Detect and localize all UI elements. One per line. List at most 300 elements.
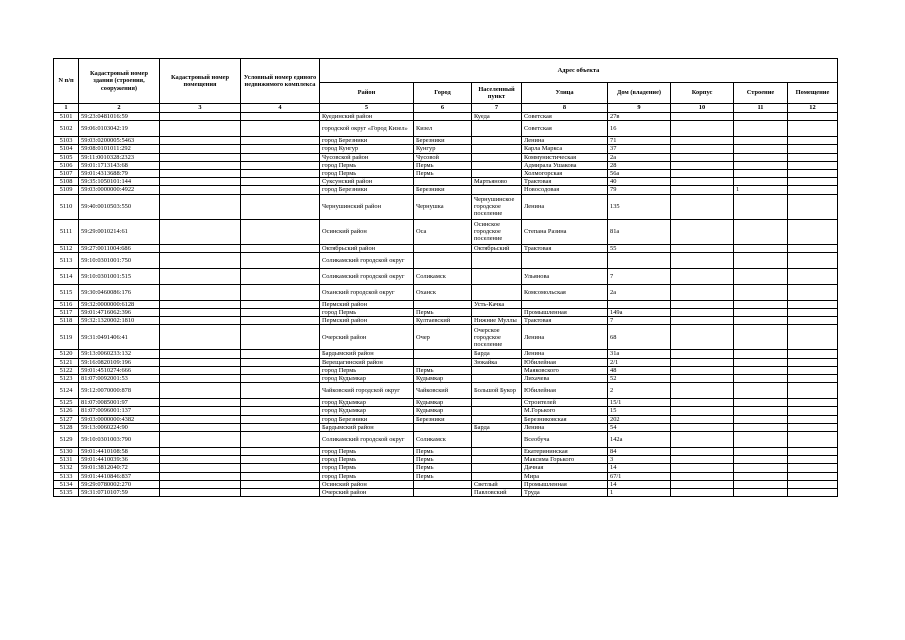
row-district: Осинский район xyxy=(320,480,414,488)
row-korpus xyxy=(671,317,734,325)
table-row xyxy=(54,178,838,186)
row-room-cadastral xyxy=(160,423,241,431)
row-room-cadastral xyxy=(160,456,241,464)
row-conditional xyxy=(241,472,320,480)
row-building xyxy=(734,194,788,219)
row-street: Ленина xyxy=(522,350,608,358)
table-row xyxy=(54,244,838,252)
row-building xyxy=(734,161,788,169)
row-num: 5120 xyxy=(54,350,79,358)
row-district: Куединский район xyxy=(320,113,414,121)
row-district: город Березники xyxy=(320,415,414,423)
row-building xyxy=(734,375,788,383)
colnum: 12 xyxy=(788,104,838,113)
row-city: Оханск xyxy=(414,284,472,300)
row-conditional xyxy=(241,121,320,137)
row-city: Кудымкар xyxy=(414,407,472,415)
row-korpus xyxy=(671,300,734,308)
row-settlement xyxy=(472,432,522,448)
row-street: Комсомольская xyxy=(522,284,608,300)
row-conditional xyxy=(241,170,320,178)
row-settlement xyxy=(472,448,522,456)
row-room xyxy=(788,317,838,325)
row-conditional xyxy=(241,407,320,415)
row-conditional xyxy=(241,415,320,423)
row-district: Бардымский район xyxy=(320,350,414,358)
row-conditional xyxy=(241,268,320,284)
row-building xyxy=(734,358,788,366)
header-address: Адрес объекта xyxy=(320,59,838,83)
row-cadastral: 81:07:0092001:53 xyxy=(79,375,160,383)
row-building xyxy=(734,325,788,350)
row-house: 135 xyxy=(608,194,671,219)
row-building xyxy=(734,448,788,456)
row-building xyxy=(734,366,788,374)
row-building xyxy=(734,480,788,488)
row-room xyxy=(788,383,838,399)
header-room-cadastral: Кадастровый номер помещения xyxy=(160,59,241,104)
table-row xyxy=(54,480,838,488)
row-conditional xyxy=(241,161,320,169)
row-city: Пермь xyxy=(414,464,472,472)
registry-table xyxy=(53,58,838,497)
row-cadastral: 59:23:0481016:59 xyxy=(79,113,160,121)
row-settlement xyxy=(472,415,522,423)
header-room: Помещение xyxy=(788,83,838,104)
colnum: 2 xyxy=(79,104,160,113)
row-num: 5130 xyxy=(54,448,79,456)
row-building xyxy=(734,153,788,161)
row-district: Пермский район xyxy=(320,300,414,308)
row-room-cadastral xyxy=(160,186,241,194)
row-korpus xyxy=(671,137,734,145)
row-room-cadastral xyxy=(160,489,241,497)
row-street: Дачная xyxy=(522,464,608,472)
row-num: 5132 xyxy=(54,464,79,472)
row-house: 16 xyxy=(608,121,671,137)
row-num: 5112 xyxy=(54,244,79,252)
row-cadastral: 59:16:0820109:196 xyxy=(79,358,160,366)
row-korpus xyxy=(671,383,734,399)
row-house: 149а xyxy=(608,309,671,317)
row-conditional xyxy=(241,309,320,317)
row-house: 40 xyxy=(608,178,671,186)
row-conditional xyxy=(241,153,320,161)
row-house: 3 xyxy=(608,456,671,464)
colnum: 6 xyxy=(414,104,472,113)
row-city: Пермь xyxy=(414,448,472,456)
row-street: Степана Разина xyxy=(522,219,608,244)
row-settlement xyxy=(472,137,522,145)
row-korpus xyxy=(671,121,734,137)
row-street: Юбилейная xyxy=(522,383,608,399)
row-district: Очерский район xyxy=(320,489,414,497)
row-settlement: Куеда xyxy=(472,113,522,121)
table-row xyxy=(54,186,838,194)
row-house: 27в xyxy=(608,113,671,121)
row-room xyxy=(788,170,838,178)
row-city xyxy=(414,113,472,121)
row-settlement: Павловский xyxy=(472,489,522,497)
row-conditional xyxy=(241,113,320,121)
row-room xyxy=(788,186,838,194)
row-building xyxy=(734,113,788,121)
row-korpus xyxy=(671,161,734,169)
row-korpus xyxy=(671,432,734,448)
row-conditional xyxy=(241,489,320,497)
header-num: N п/п xyxy=(54,59,79,104)
row-building xyxy=(734,137,788,145)
row-num: 5107 xyxy=(54,170,79,178)
row-city: Оса xyxy=(414,219,472,244)
row-settlement xyxy=(472,161,522,169)
row-korpus xyxy=(671,350,734,358)
row-street xyxy=(522,252,608,268)
row-city: Кунгур xyxy=(414,145,472,153)
row-num: 5101 xyxy=(54,113,79,121)
row-room xyxy=(788,194,838,219)
row-building xyxy=(734,415,788,423)
row-num: 5110 xyxy=(54,194,79,219)
row-city: Пермь xyxy=(414,456,472,464)
row-cadastral: 59:01:3812040:72 xyxy=(79,464,160,472)
row-cadastral: 59:08:0101011:292 xyxy=(79,145,160,153)
row-building xyxy=(734,489,788,497)
row-room-cadastral xyxy=(160,121,241,137)
row-num: 5129 xyxy=(54,432,79,448)
row-num: 5123 xyxy=(54,375,79,383)
row-cadastral: 59:01:4410039:36 xyxy=(79,456,160,464)
row-building xyxy=(734,464,788,472)
row-cadastral: 59:03:0000000:4922 xyxy=(79,186,160,194)
row-num: 5131 xyxy=(54,456,79,464)
row-conditional xyxy=(241,244,320,252)
row-num: 5126 xyxy=(54,407,79,415)
row-settlement xyxy=(472,284,522,300)
row-korpus xyxy=(671,415,734,423)
row-street: Ленина xyxy=(522,137,608,145)
row-korpus xyxy=(671,178,734,186)
row-room xyxy=(788,113,838,121)
row-num: 5119 xyxy=(54,325,79,350)
row-cadastral: 59:13:0060224:90 xyxy=(79,423,160,431)
row-room xyxy=(788,350,838,358)
row-conditional xyxy=(241,375,320,383)
row-settlement xyxy=(472,464,522,472)
row-room xyxy=(788,145,838,153)
table-row xyxy=(54,464,838,472)
row-conditional xyxy=(241,219,320,244)
row-settlement xyxy=(472,252,522,268)
row-korpus xyxy=(671,186,734,194)
row-building xyxy=(734,350,788,358)
table-row xyxy=(54,268,838,284)
table-row xyxy=(54,121,838,137)
table-row xyxy=(54,145,838,153)
row-conditional xyxy=(241,383,320,399)
table-row xyxy=(54,383,838,399)
row-street: Маяковского xyxy=(522,366,608,374)
row-district: Соликамский городской округ xyxy=(320,252,414,268)
row-room-cadastral xyxy=(160,350,241,358)
row-room xyxy=(788,219,838,244)
colnum: 5 xyxy=(320,104,414,113)
row-street xyxy=(522,300,608,308)
row-room-cadastral xyxy=(160,300,241,308)
row-street: Юбилейная xyxy=(522,358,608,366)
row-street: Мира xyxy=(522,472,608,480)
row-city: Пермь xyxy=(414,309,472,317)
row-room-cadastral xyxy=(160,268,241,284)
row-room xyxy=(788,472,838,480)
row-num: 5125 xyxy=(54,399,79,407)
row-room-cadastral xyxy=(160,137,241,145)
row-house: 54 xyxy=(608,423,671,431)
table-row xyxy=(54,432,838,448)
row-district: Пермский район xyxy=(320,317,414,325)
row-korpus xyxy=(671,325,734,350)
row-house: 68 xyxy=(608,325,671,350)
row-district: город Березники xyxy=(320,137,414,145)
row-cadastral: 59:10:0301003:790 xyxy=(79,432,160,448)
header-settlement: Населенный пункт xyxy=(472,83,522,104)
row-conditional xyxy=(241,366,320,374)
row-room-cadastral xyxy=(160,145,241,153)
header-cadastral: Кадастровый номер здания (строения, сооружения) xyxy=(79,59,160,104)
row-street: Трактовая xyxy=(522,317,608,325)
row-conditional xyxy=(241,480,320,488)
row-cadastral: 59:29:0780002:270 xyxy=(79,480,160,488)
row-room xyxy=(788,464,838,472)
row-room xyxy=(788,480,838,488)
row-room-cadastral xyxy=(160,415,241,423)
row-district: Чернушинский район xyxy=(320,194,414,219)
row-korpus xyxy=(671,464,734,472)
row-city xyxy=(414,423,472,431)
header-korpus: Корпус xyxy=(671,83,734,104)
row-street: Ленина xyxy=(522,325,608,350)
row-num: 5134 xyxy=(54,480,79,488)
row-room-cadastral xyxy=(160,153,241,161)
row-street: Труда xyxy=(522,489,608,497)
row-house: 71 xyxy=(608,137,671,145)
row-cadastral: 81:07:0096001:137 xyxy=(79,407,160,415)
row-room-cadastral xyxy=(160,219,241,244)
row-num: 5135 xyxy=(54,489,79,497)
row-building xyxy=(734,432,788,448)
row-korpus xyxy=(671,153,734,161)
row-room xyxy=(788,268,838,284)
table-row xyxy=(54,252,838,268)
row-district: город Пермь xyxy=(320,464,414,472)
row-house xyxy=(608,300,671,308)
table-row xyxy=(54,325,838,350)
row-room-cadastral xyxy=(160,366,241,374)
row-city xyxy=(414,350,472,358)
table-row xyxy=(54,375,838,383)
row-house: 7 xyxy=(608,268,671,284)
row-district: Октябрьский район xyxy=(320,244,414,252)
row-num: 5104 xyxy=(54,145,79,153)
row-street: Коммунистическая xyxy=(522,153,608,161)
row-room xyxy=(788,366,838,374)
row-room xyxy=(788,244,838,252)
row-city xyxy=(414,178,472,186)
row-house: 37 xyxy=(608,145,671,153)
row-num: 5108 xyxy=(54,178,79,186)
row-room-cadastral xyxy=(160,325,241,350)
table-row xyxy=(54,300,838,308)
row-room-cadastral xyxy=(160,407,241,415)
row-house: 1 xyxy=(608,489,671,497)
row-cadastral: 81:07:0085001:97 xyxy=(79,399,160,407)
row-street: Ленина xyxy=(522,194,608,219)
row-district: город Пермь xyxy=(320,170,414,178)
row-korpus xyxy=(671,448,734,456)
row-house xyxy=(608,252,671,268)
table-row xyxy=(54,407,838,415)
row-num: 5124 xyxy=(54,383,79,399)
row-house: 31а xyxy=(608,350,671,358)
row-district: Соликамский городской округ xyxy=(320,268,414,284)
row-room xyxy=(788,325,838,350)
row-num: 5113 xyxy=(54,252,79,268)
row-street: Строителей xyxy=(522,399,608,407)
row-street: Ульянова xyxy=(522,268,608,284)
row-room-cadastral xyxy=(160,432,241,448)
row-district: Чайковский городской округ xyxy=(320,383,414,399)
row-city: Соликамск xyxy=(414,268,472,284)
colnum: 9 xyxy=(608,104,671,113)
row-num: 5117 xyxy=(54,309,79,317)
row-district: город Пермь xyxy=(320,161,414,169)
row-street: Трактовая xyxy=(522,178,608,186)
row-settlement: Октябрьский xyxy=(472,244,522,252)
row-settlement: Нижние Муллы xyxy=(472,317,522,325)
row-cadastral: 59:01:4313688:79 xyxy=(79,170,160,178)
row-conditional xyxy=(241,464,320,472)
row-settlement: Барда xyxy=(472,350,522,358)
row-num: 5127 xyxy=(54,415,79,423)
row-room-cadastral xyxy=(160,170,241,178)
row-room xyxy=(788,415,838,423)
row-room xyxy=(788,489,838,497)
row-building xyxy=(734,456,788,464)
row-settlement: Чернушинское городское поселение xyxy=(472,194,522,219)
row-house: 55 xyxy=(608,244,671,252)
row-room xyxy=(788,121,838,137)
row-conditional xyxy=(241,350,320,358)
row-room-cadastral xyxy=(160,194,241,219)
row-settlement: Светлый xyxy=(472,480,522,488)
row-num: 5118 xyxy=(54,317,79,325)
row-room-cadastral xyxy=(160,252,241,268)
row-num: 5133 xyxy=(54,472,79,480)
row-conditional xyxy=(241,448,320,456)
row-room xyxy=(788,456,838,464)
row-conditional xyxy=(241,423,320,431)
row-building xyxy=(734,268,788,284)
row-city: Кудымкар xyxy=(414,375,472,383)
table-row xyxy=(54,170,838,178)
row-building xyxy=(734,317,788,325)
row-street: Адмирала Ушакова xyxy=(522,161,608,169)
row-house: 142а xyxy=(608,432,671,448)
table-row xyxy=(54,415,838,423)
row-district: Очерский район xyxy=(320,325,414,350)
row-korpus xyxy=(671,423,734,431)
row-house: 84 xyxy=(608,448,671,456)
row-city: Чернушка xyxy=(414,194,472,219)
row-cadastral: 59:32:1320002:1810 xyxy=(79,317,160,325)
row-house: 67/1 xyxy=(608,472,671,480)
header-house: Дом (владение) xyxy=(608,83,671,104)
row-street: Холмогорская xyxy=(522,170,608,178)
row-korpus xyxy=(671,399,734,407)
row-district: город Кудымкар xyxy=(320,375,414,383)
row-korpus xyxy=(671,268,734,284)
row-room xyxy=(788,399,838,407)
row-num: 5111 xyxy=(54,219,79,244)
row-house: 2 xyxy=(608,383,671,399)
row-room xyxy=(788,178,838,186)
table-row xyxy=(54,219,838,244)
row-city: Пермь xyxy=(414,366,472,374)
row-building xyxy=(734,472,788,480)
header-city: Город xyxy=(414,83,472,104)
row-district: город Кудымкар xyxy=(320,399,414,407)
table-row xyxy=(54,456,838,464)
row-korpus xyxy=(671,456,734,464)
row-street: Промышленная xyxy=(522,309,608,317)
table-row xyxy=(54,194,838,219)
row-korpus xyxy=(671,375,734,383)
row-street: Советская xyxy=(522,121,608,137)
row-house: 52 xyxy=(608,375,671,383)
row-building xyxy=(734,300,788,308)
row-num: 5128 xyxy=(54,423,79,431)
row-district: город Березники xyxy=(320,186,414,194)
row-conditional xyxy=(241,432,320,448)
row-city xyxy=(414,252,472,268)
row-building xyxy=(734,399,788,407)
row-city: Чайковский xyxy=(414,383,472,399)
table-row xyxy=(54,448,838,456)
row-room xyxy=(788,161,838,169)
row-room xyxy=(788,284,838,300)
row-district: город Пермь xyxy=(320,472,414,480)
row-conditional xyxy=(241,284,320,300)
row-building xyxy=(734,252,788,268)
row-house: 81а xyxy=(608,219,671,244)
table-row xyxy=(54,350,838,358)
row-cadastral: 59:27:0011004:686 xyxy=(79,244,160,252)
row-room-cadastral xyxy=(160,464,241,472)
row-korpus xyxy=(671,170,734,178)
row-settlement xyxy=(472,309,522,317)
row-korpus xyxy=(671,472,734,480)
colnum: 3 xyxy=(160,104,241,113)
table-row xyxy=(54,358,838,366)
row-cadastral: 59:31:0710107:59 xyxy=(79,489,160,497)
table-row xyxy=(54,137,838,145)
row-city: Соликамск xyxy=(414,432,472,448)
table-row xyxy=(54,366,838,374)
row-room xyxy=(788,375,838,383)
row-num: 5115 xyxy=(54,284,79,300)
row-num: 5103 xyxy=(54,137,79,145)
row-house: 2а xyxy=(608,284,671,300)
